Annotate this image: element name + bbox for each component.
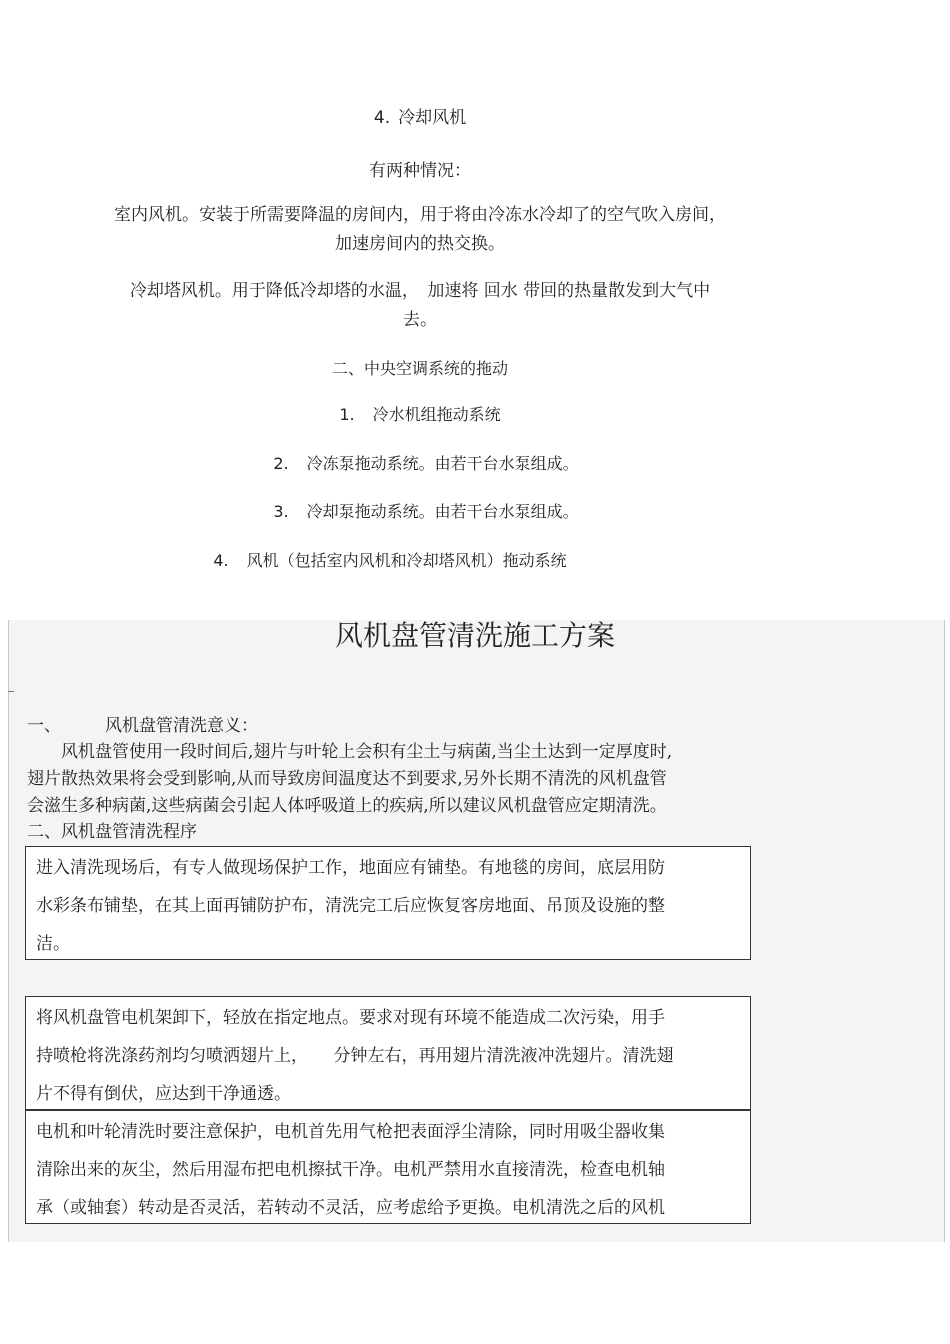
drive-item-2-text: 冷冻泵拖动系统。由若干台水泵组成。: [306, 454, 579, 473]
indoor-fan-line-2: 加速房间内的热交换。: [335, 234, 505, 254]
drive-item-1: [0, 400, 840, 429]
fan-item-heading: [0, 104, 840, 133]
meaning-line-2: 翅片散热效果将会受到影响,从而导致房间温度达不到要求,另外长期不清洗的风机盘管: [27, 769, 667, 789]
fan-item-number: 4.: [373, 108, 391, 128]
step-box-3: [25, 1110, 751, 1224]
procedure-heading: 二、风机盘管清洗程序: [27, 822, 197, 842]
drive-item-2: [6, 449, 846, 478]
meaning-heading-number: 一、: [27, 716, 61, 736]
step-1-line-2: 水彩条布铺垫，在其上面再铺防护布，清洗完工后应恢复客房地面、吊顶及设施的整: [36, 896, 665, 916]
step-2-line-2: 持喷枪将洗涤药剂均匀喷洒翅片上， 分钟左右，再用翅片清洗液冲洗翅片。清洗翅: [36, 1046, 674, 1066]
meaning-paragraph: [27, 739, 755, 820]
indoor-fan-line-1: 室内风机。安装于所需要降温的房间内，用于将由冷冻水冷却了的空气吹入房间，: [114, 205, 726, 225]
step-3-line-3: 承（或轴套）转动是否灵活，若转动不灵活，应考虑给予更换。电机清洗之后的风机: [36, 1198, 665, 1218]
step-2-line-3: 片不得有倒伏，应达到干净通透。: [36, 1084, 291, 1104]
drive-item-3-text: 冷却泵拖动系统。由若干台水泵组成。: [306, 502, 579, 521]
fan-item-title: 冷却风机: [398, 108, 467, 128]
step-3-line-1: 电机和叶轮清洗时要注意保护，电机首先用气枪把表面浮尘清除，同时用吸尘器收集: [36, 1122, 665, 1142]
step-1-line-3: 洁。: [36, 934, 70, 954]
step-box-2: [25, 996, 751, 1110]
drive-item-3: [6, 497, 846, 526]
drive-item-4-number: 4.: [213, 551, 229, 570]
drive-item-2-number: 2.: [273, 454, 289, 473]
meaning-line-3: 会滋生多种病菌,这些病菌会引起人体呼吸道上的疾病,所以建议风机盘管应定期清洗。: [27, 796, 667, 816]
step-box-1: [25, 846, 751, 960]
drive-item-3-number: 3.: [273, 502, 289, 521]
meaning-line-1: 风机盘管使用一段时间后,翅片与叶轮上会积有尘土与病菌,当尘土达到一定厚度时,: [27, 742, 673, 762]
step-3-line-2: 清除出来的灰尘，然后用湿布把电机擦拭干净。电机严禁用水直接清洗，检查电机轴: [36, 1160, 665, 1180]
section-two-heading: 二、中央空调系统的拖动: [331, 359, 508, 378]
meaning-heading-text: 风机盘管清洗意义：: [105, 716, 258, 736]
drive-item-4: [0, 546, 810, 575]
step-1-line-1: 进入清洗现场后，有专人做现场保护工作，地面应有铺垫。有地毯的房间，底层用防: [36, 858, 665, 878]
meaning-heading: [27, 714, 258, 738]
drive-item-1-number: 1.: [339, 405, 355, 424]
margin-tick: [8, 691, 14, 692]
tower-fan-line-2: 去。: [403, 310, 437, 330]
drive-item-1-text: 冷水机组拖动系统: [372, 405, 501, 424]
step-2-line-1: 将风机盘管电机架卸下，轻放在指定地点。要求对现有环境不能造成二次污染，用手: [36, 1008, 665, 1028]
two-cases-text: 有两种情况：: [369, 161, 471, 181]
plan-title: 风机盘管清洗施工方案: [334, 619, 615, 652]
drive-item-4-text: 风机（包括室内风机和冷却塔风机）拖动系统: [246, 551, 567, 570]
tower-fan-line-1: 冷却塔风机。用于降低冷却塔的水温， 加速将 回水 带回的热量散发到大气中: [129, 281, 711, 301]
